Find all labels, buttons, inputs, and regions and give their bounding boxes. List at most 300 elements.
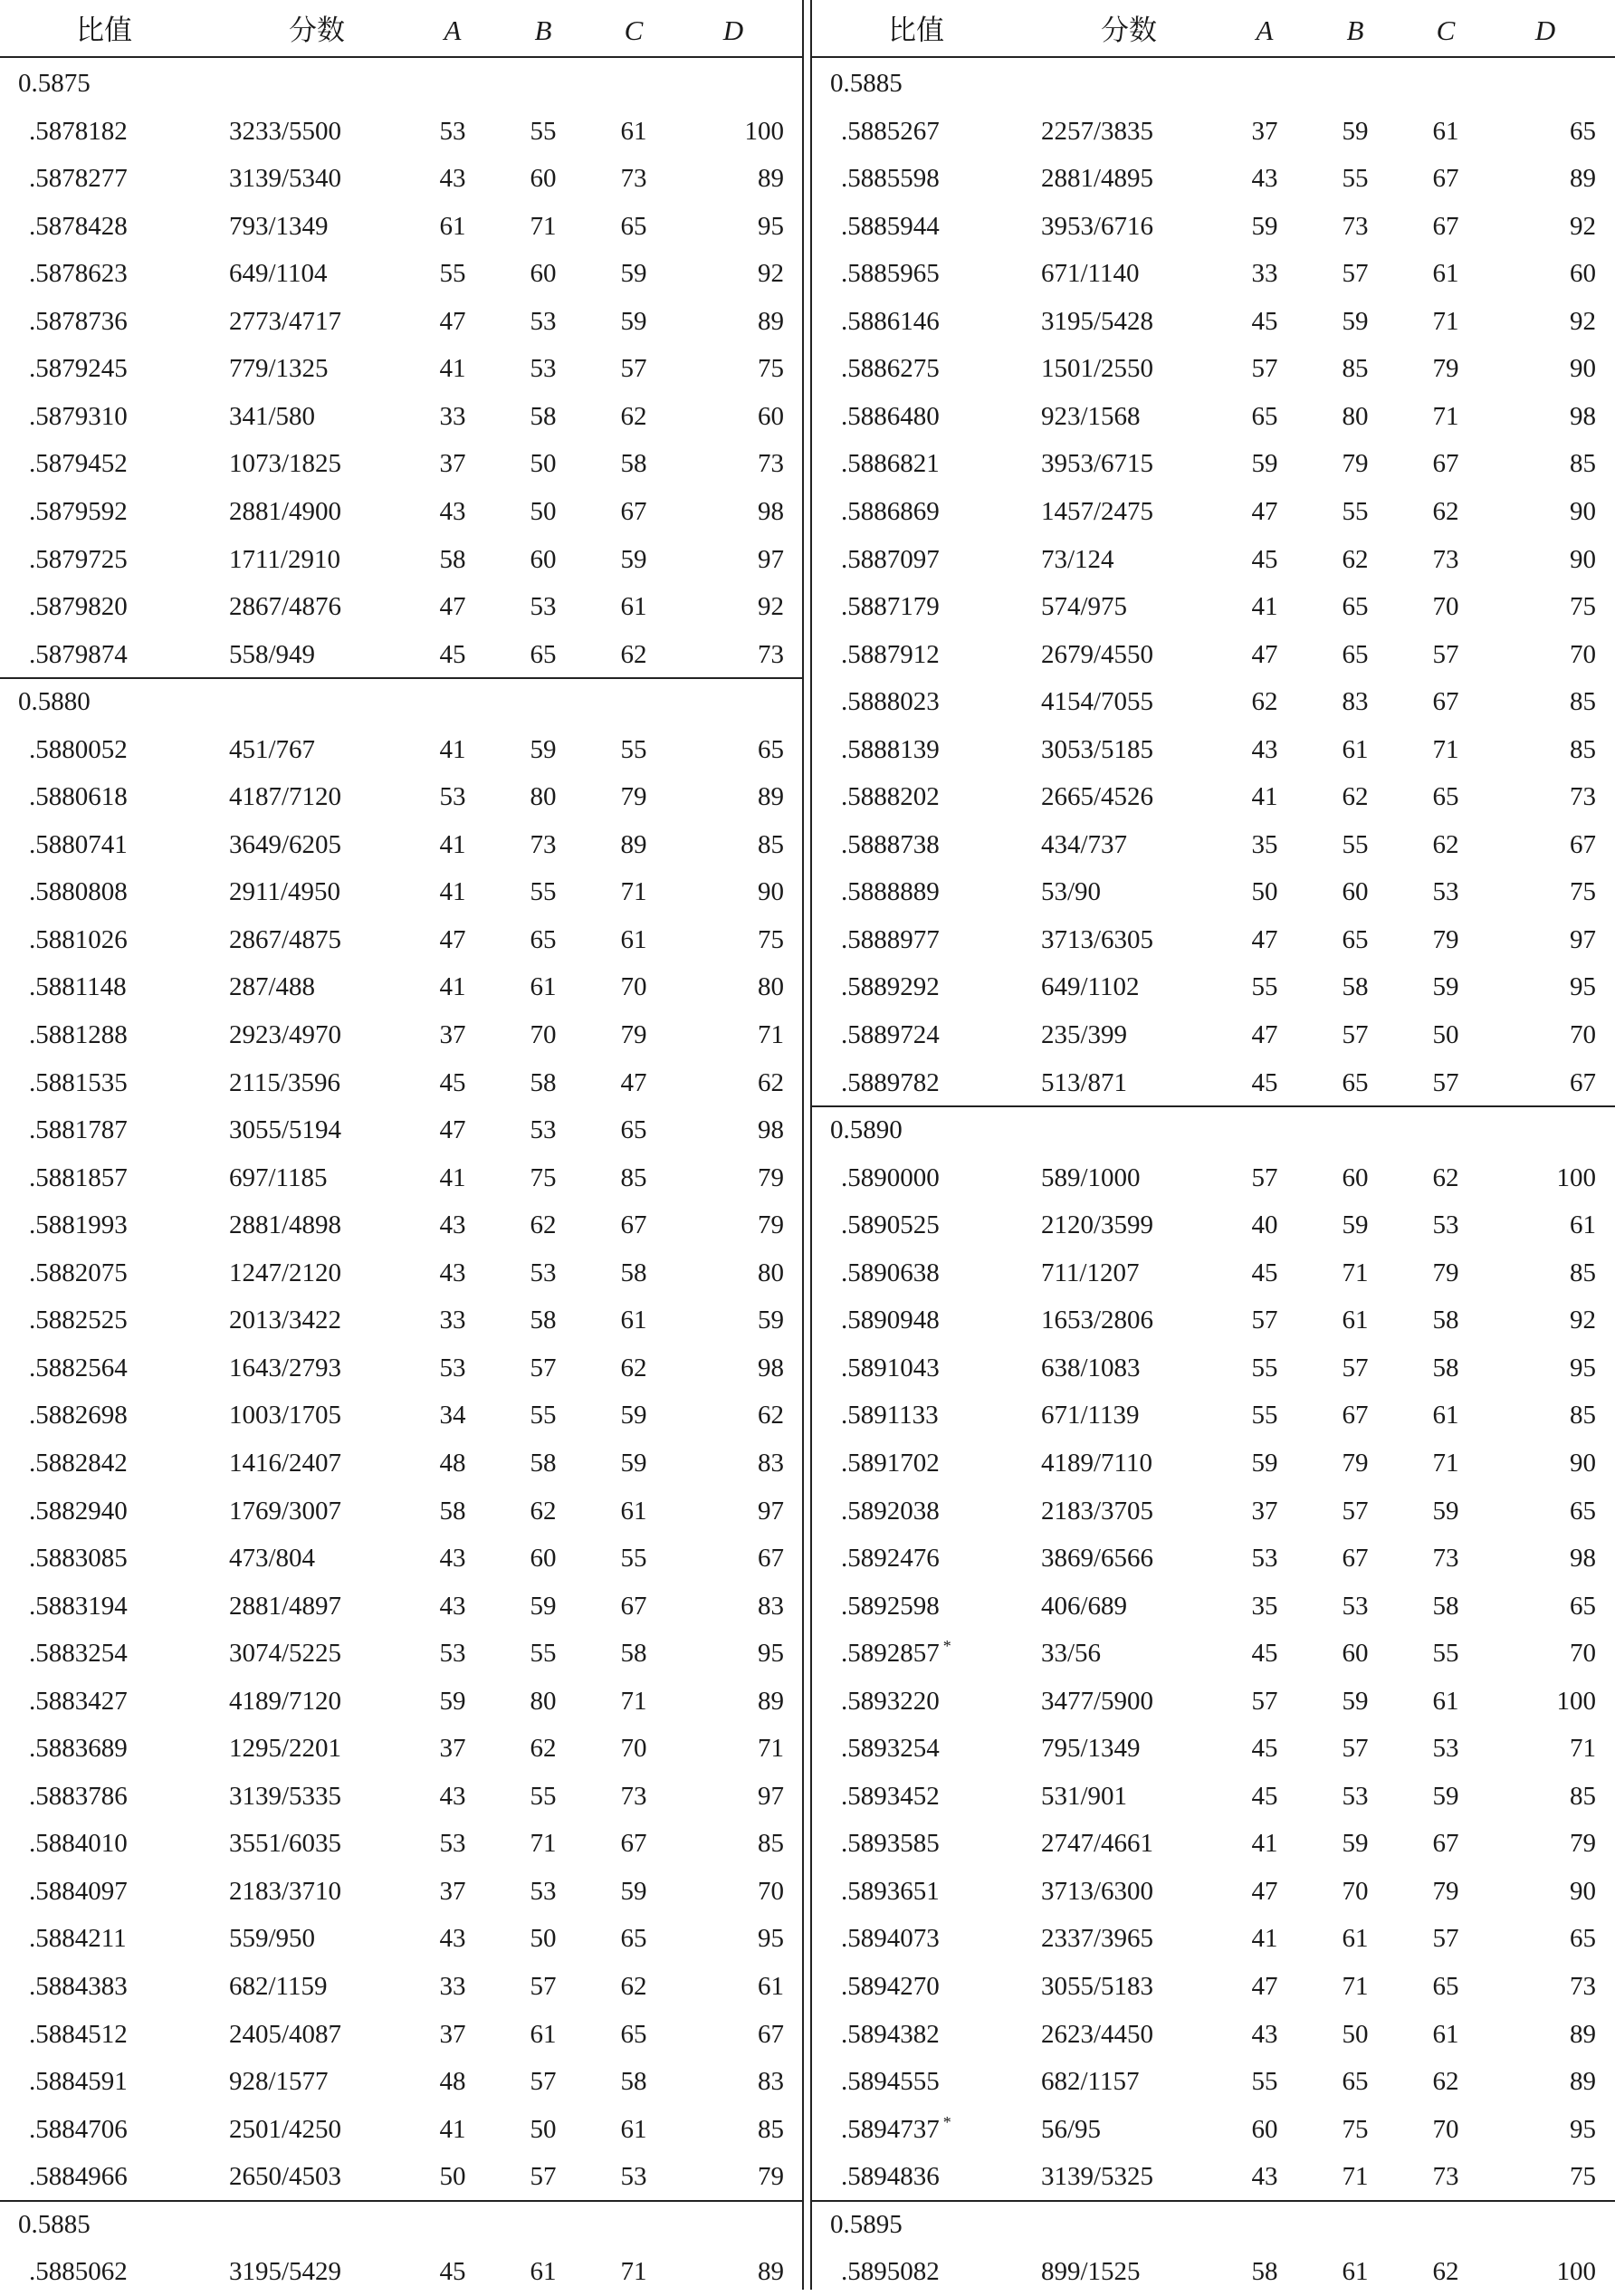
a-cell: 48 — [439, 2067, 466, 2097]
fraction-cell: 2115/3596 — [229, 1067, 340, 1097]
d-cell: 90 — [1570, 496, 1596, 526]
d-cell: 85 — [758, 829, 784, 859]
b-cell: 71 — [1342, 1258, 1369, 1287]
table-row — [812, 1725, 1615, 1773]
c-cell: 59 — [1432, 1781, 1459, 1811]
ratio-cell: .5878623 — [29, 259, 128, 289]
table-row — [0, 1392, 802, 1440]
table-row — [0, 155, 802, 203]
fraction-cell: 3649/6205 — [229, 829, 342, 859]
fraction-cell: 2337/3965 — [1041, 1924, 1154, 1954]
d-cell: 75 — [1570, 2162, 1596, 2192]
table-row — [0, 1678, 802, 1726]
fraction-cell: 4187/7120 — [229, 782, 342, 812]
b-cell: 57 — [1342, 1734, 1369, 1764]
a-cell: 45 — [1251, 1258, 1278, 1287]
b-cell: 59 — [1342, 306, 1369, 336]
d-cell: 75 — [1570, 877, 1596, 907]
table-row — [0, 1630, 802, 1678]
fraction-cell: 4154/7055 — [1041, 687, 1154, 717]
d-cell: 65 — [1570, 116, 1596, 146]
ratio-cell: .5881535 — [29, 1067, 128, 1097]
ratio-cell: .5882698 — [29, 1401, 128, 1430]
ratio-cell: .5887179 — [841, 592, 940, 622]
fraction-cell: 3551/6035 — [229, 1829, 342, 1859]
table-row — [812, 963, 1615, 1011]
a-cell: 33 — [439, 1972, 466, 2001]
a-cell: 43 — [1251, 2162, 1278, 2192]
fraction-cell: 2501/4250 — [229, 2114, 342, 2144]
ratio-cell: .5879820 — [29, 592, 128, 622]
fraction-cell: 671/1139 — [1041, 1401, 1140, 1430]
a-cell: 47 — [1251, 496, 1278, 526]
fraction-cell: 2679/4550 — [1041, 639, 1154, 669]
table-row — [812, 2153, 1615, 2201]
d-cell: 70 — [758, 1876, 784, 1906]
b-cell: 80 — [1342, 401, 1369, 431]
ratio-cell: .5889292 — [841, 972, 940, 1002]
b-cell: 65 — [530, 639, 557, 669]
a-cell: 47 — [1251, 639, 1278, 669]
ratio-cell: .5885965 — [841, 259, 940, 289]
b-cell: 55 — [530, 877, 557, 907]
fraction-cell: 3195/5429 — [229, 2257, 342, 2287]
a-cell: 53 — [439, 1353, 466, 1382]
a-cell: 41 — [439, 734, 466, 764]
a-cell: 41 — [1251, 1829, 1278, 1859]
group-label: 0.5880 — [18, 687, 91, 717]
table-row — [0, 1583, 802, 1631]
group-label: 0.5895 — [830, 2209, 903, 2239]
fraction-cell: 2881/4898 — [229, 1210, 342, 1240]
b-cell: 73 — [1342, 211, 1369, 241]
c-cell: 85 — [620, 1162, 647, 1192]
ratio-cell: .5881026 — [29, 924, 128, 954]
c-cell: 67 — [1432, 1829, 1459, 1859]
fraction-cell: 2183/3705 — [1041, 1496, 1154, 1526]
c-cell: 61 — [1432, 1686, 1459, 1716]
table-row — [0, 2153, 802, 2201]
a-cell: 41 — [439, 972, 466, 1002]
a-cell: 41 — [1251, 592, 1278, 622]
c-cell: 62 — [1432, 496, 1459, 526]
table-row — [0, 2011, 802, 2059]
c-cell: 62 — [620, 1353, 647, 1382]
table-row — [812, 345, 1615, 393]
b-cell: 60 — [1342, 1639, 1369, 1669]
fraction-cell: 1295/2201 — [229, 1734, 342, 1764]
b-cell: 58 — [1342, 972, 1369, 1002]
b-cell: 50 — [530, 496, 557, 526]
c-cell: 47 — [620, 1067, 647, 1097]
c-cell: 62 — [620, 1972, 647, 2001]
c-cell: 61 — [620, 592, 647, 622]
table-row — [0, 1725, 802, 1773]
group-label-row — [0, 2201, 802, 2249]
fraction-cell: 711/1207 — [1041, 1258, 1140, 1287]
c-cell: 53 — [1432, 1210, 1459, 1240]
fraction-cell: 56/95 — [1041, 2114, 1102, 2144]
ratio-cell: .5894382 — [841, 2019, 940, 2049]
a-cell: 59 — [1251, 449, 1278, 479]
ratio-cell: .5881288 — [29, 1020, 128, 1049]
table-row — [0, 583, 802, 631]
group-label-row — [0, 678, 802, 726]
a-cell: 57 — [1251, 1162, 1278, 1192]
ratio-cell: .5879874 — [29, 639, 128, 669]
table-row — [812, 440, 1615, 488]
table-row — [0, 250, 802, 298]
fraction-cell: 33/56 — [1041, 1639, 1102, 1669]
a-cell: 43 — [439, 1781, 466, 1811]
table-row — [812, 1868, 1615, 1916]
a-cell: 57 — [1251, 1686, 1278, 1716]
b-cell: 57 — [530, 1972, 557, 2001]
d-cell: 85 — [758, 2114, 784, 2144]
table-row — [812, 916, 1615, 964]
a-cell: 37 — [1251, 116, 1278, 146]
ratio-cell: .5884383 — [29, 1972, 128, 2001]
ratio-cell: .5881857 — [29, 1162, 128, 1192]
fraction-cell: 341/580 — [229, 401, 316, 431]
d-cell: 100 — [1556, 2257, 1596, 2287]
b-cell: 53 — [1342, 1591, 1369, 1621]
c-cell: 71 — [1432, 1448, 1459, 1478]
b-cell: 53 — [530, 592, 557, 622]
a-cell: 58 — [1251, 2257, 1278, 2287]
d-cell: 61 — [1570, 1210, 1596, 1240]
d-cell: 65 — [1570, 1591, 1596, 1621]
c-cell: 65 — [620, 1115, 647, 1145]
b-cell: 50 — [530, 2114, 557, 2144]
c-cell: 67 — [620, 1210, 647, 1240]
d-cell: 92 — [1570, 211, 1596, 241]
b-cell: 57 — [530, 1353, 557, 1382]
a-cell: 57 — [1251, 354, 1278, 384]
table-row — [812, 1488, 1615, 1535]
d-cell: 89 — [758, 782, 784, 812]
a-cell: 59 — [1251, 211, 1278, 241]
d-cell: 97 — [758, 1496, 784, 1526]
header-fraction: 分数 — [1101, 14, 1157, 46]
d-cell: 73 — [1570, 1972, 1596, 2001]
ratio-cell: .5881787 — [29, 1115, 128, 1145]
ratio-cell: .5894270 — [841, 1972, 940, 2001]
table-row — [812, 773, 1615, 821]
b-cell: 59 — [1342, 1829, 1369, 1859]
a-cell: 58 — [439, 1496, 466, 1526]
d-cell: 89 — [1570, 2067, 1596, 2097]
fraction-cell: 1073/1825 — [229, 449, 342, 479]
c-cell: 79 — [1432, 354, 1459, 384]
fraction-cell: 2881/4897 — [229, 1591, 342, 1621]
c-cell: 50 — [1432, 1020, 1459, 1049]
table-row — [812, 726, 1615, 774]
table-row — [812, 1011, 1615, 1059]
d-cell: 89 — [758, 1686, 784, 1716]
fraction-cell: 574/975 — [1041, 592, 1128, 622]
ratio-cell: .5890000 — [841, 1162, 940, 1192]
c-cell: 59 — [620, 1876, 647, 1906]
c-cell: 67 — [1432, 449, 1459, 479]
group-label-row — [0, 60, 802, 108]
fraction-cell: 3477/5900 — [1041, 1686, 1154, 1716]
table-row — [812, 298, 1615, 346]
ratio-cell: .5887097 — [841, 544, 940, 574]
fraction-cell: 2013/3422 — [229, 1306, 342, 1335]
c-cell: 62 — [1432, 829, 1459, 859]
ratio-cell: .5892857 * — [841, 1637, 951, 1669]
d-cell: 75 — [758, 924, 784, 954]
a-cell: 47 — [1251, 1876, 1278, 1906]
a-cell: 45 — [1251, 1639, 1278, 1669]
d-cell: 85 — [1570, 449, 1596, 479]
a-cell: 55 — [439, 259, 466, 289]
d-cell: 92 — [758, 592, 784, 622]
d-cell: 90 — [1570, 1876, 1596, 1906]
d-cell: 62 — [758, 1067, 784, 1097]
a-cell: 47 — [1251, 924, 1278, 954]
a-cell: 37 — [439, 2019, 466, 2049]
a-cell: 47 — [439, 924, 466, 954]
b-cell: 79 — [1342, 1448, 1369, 1478]
asterisk-mark: * — [942, 1637, 951, 1656]
ratio-cell: .5880741 — [29, 829, 128, 859]
table-row — [812, 1154, 1615, 1202]
table-row — [0, 1011, 802, 1059]
fraction-cell: 3953/6716 — [1041, 211, 1154, 241]
a-cell: 41 — [1251, 782, 1278, 812]
d-cell: 70 — [1570, 1639, 1596, 1669]
a-cell: 47 — [1251, 1972, 1278, 2001]
ratio-cell: .5893452 — [841, 1781, 940, 1811]
a-cell: 59 — [439, 1686, 466, 1716]
table-row — [812, 821, 1615, 869]
fraction-cell: 2881/4900 — [229, 496, 342, 526]
c-cell: 67 — [1432, 687, 1459, 717]
a-cell: 43 — [439, 1924, 466, 1954]
d-cell: 62 — [758, 1401, 784, 1430]
b-cell: 57 — [1342, 259, 1369, 289]
c-cell: 67 — [620, 1591, 647, 1621]
fraction-cell: 559/950 — [229, 1924, 316, 1954]
a-cell: 53 — [439, 116, 466, 146]
a-cell: 50 — [439, 2162, 466, 2192]
d-cell: 95 — [758, 1924, 784, 1954]
fraction-cell: 3869/6566 — [1041, 1544, 1154, 1574]
table-row — [0, 2058, 802, 2106]
table-row — [0, 1868, 802, 1916]
c-cell: 53 — [1432, 1734, 1459, 1764]
c-cell: 61 — [620, 2114, 647, 2144]
ratio-cell: .5893651 — [841, 1876, 940, 1906]
ratio-cell: .5885267 — [841, 116, 940, 146]
fraction-cell: 1457/2475 — [1041, 496, 1154, 526]
c-cell: 67 — [620, 496, 647, 526]
header-a: A — [444, 14, 462, 46]
fraction-cell: 3713/6300 — [1041, 1876, 1154, 1906]
a-cell: 43 — [439, 1544, 466, 1574]
c-cell: 58 — [620, 449, 647, 479]
ratio-cell: .5882842 — [29, 1448, 128, 1478]
c-cell: 70 — [620, 1734, 647, 1764]
a-cell: 43 — [1251, 2019, 1278, 2049]
a-cell: 47 — [439, 592, 466, 622]
d-cell: 95 — [758, 1639, 784, 1669]
a-cell: 37 — [439, 449, 466, 479]
fraction-cell: 235/399 — [1041, 1020, 1128, 1049]
ratio-cell: .5882940 — [29, 1496, 128, 1526]
fraction-cell: 1653/2806 — [1041, 1306, 1154, 1335]
d-cell: 83 — [758, 1448, 784, 1478]
table-row — [0, 1820, 802, 1868]
b-cell: 61 — [1342, 1924, 1369, 1954]
c-cell: 79 — [1432, 1876, 1459, 1906]
c-cell: 59 — [620, 1448, 647, 1478]
b-cell: 59 — [1342, 1686, 1369, 1716]
table-row — [0, 203, 802, 251]
group-label-row — [812, 1106, 1615, 1154]
fraction-cell: 3139/5335 — [229, 1781, 342, 1811]
fraction-cell: 3195/5428 — [1041, 306, 1154, 336]
d-cell: 61 — [758, 1972, 784, 2001]
b-cell: 83 — [1342, 687, 1369, 717]
c-cell: 61 — [620, 924, 647, 954]
fraction-cell: 3139/5325 — [1041, 2162, 1154, 2192]
c-cell: 58 — [620, 1258, 647, 1287]
a-cell: 53 — [439, 782, 466, 812]
ratio-cell: .5888977 — [841, 924, 940, 954]
table-row — [812, 1059, 1615, 1107]
ratio-cell: .5888023 — [841, 687, 940, 717]
fraction-cell: 3233/5500 — [229, 116, 342, 146]
table-row — [812, 488, 1615, 536]
fraction-cell: 899/1525 — [1041, 2257, 1141, 2287]
d-cell: 71 — [1570, 1734, 1596, 1764]
a-cell: 65 — [1251, 401, 1278, 431]
b-cell: 53 — [1342, 1781, 1369, 1811]
c-cell: 62 — [1432, 1162, 1459, 1192]
ratio-cell: .5885944 — [841, 211, 940, 241]
d-cell: 85 — [1570, 734, 1596, 764]
table-row — [0, 1915, 802, 1963]
a-cell: 41 — [439, 829, 466, 859]
fraction-cell: 671/1140 — [1041, 259, 1140, 289]
c-cell: 62 — [620, 401, 647, 431]
fraction-cell: 3053/5185 — [1041, 734, 1154, 764]
c-cell: 79 — [620, 782, 647, 812]
ratio-cell: .5890638 — [841, 1258, 940, 1287]
fraction-cell: 1643/2793 — [229, 1353, 342, 1382]
ratio-cell: .5883786 — [29, 1781, 128, 1811]
c-cell: 57 — [1432, 1924, 1459, 1954]
b-cell: 57 — [1342, 1020, 1369, 1049]
table-row — [0, 298, 802, 346]
fraction-cell: 3074/5225 — [229, 1639, 342, 1669]
fraction-cell: 2881/4895 — [1041, 164, 1154, 194]
table-row — [812, 1915, 1615, 1963]
group-label-row — [812, 2201, 1615, 2249]
b-cell: 61 — [1342, 2257, 1369, 2287]
fraction-cell: 3139/5340 — [229, 164, 342, 194]
b-cell: 55 — [1342, 496, 1369, 526]
d-cell: 98 — [758, 1115, 784, 1145]
b-cell: 80 — [530, 1686, 557, 1716]
a-cell: 33 — [1251, 259, 1278, 289]
a-cell: 37 — [439, 1020, 466, 1049]
d-cell: 65 — [1570, 1496, 1596, 1526]
table-row — [812, 1773, 1615, 1821]
ratio-cell: .5892038 — [841, 1496, 940, 1526]
ratio-cell: .5893220 — [841, 1686, 940, 1716]
d-cell: 83 — [758, 2067, 784, 2097]
c-cell: 65 — [620, 1924, 647, 1954]
table-row — [812, 108, 1615, 156]
c-cell: 59 — [1432, 972, 1459, 1002]
c-cell: 65 — [1432, 782, 1459, 812]
ratio-cell: .5893585 — [841, 1829, 940, 1859]
b-cell: 58 — [530, 1067, 557, 1097]
fraction-cell: 287/488 — [229, 972, 316, 1002]
c-cell: 59 — [620, 1401, 647, 1430]
fraction-cell: 2257/3835 — [1041, 116, 1154, 146]
d-cell: 90 — [1570, 544, 1596, 574]
d-cell: 73 — [1570, 782, 1596, 812]
d-cell: 73 — [758, 639, 784, 669]
table-row — [812, 1344, 1615, 1392]
fraction-cell: 1416/2407 — [229, 1448, 342, 1478]
a-cell: 55 — [1251, 2067, 1278, 2097]
d-cell: 85 — [1570, 687, 1596, 717]
d-cell: 80 — [758, 972, 784, 1002]
b-cell: 57 — [1342, 1496, 1369, 1526]
d-cell: 100 — [1556, 1162, 1596, 1192]
a-cell: 53 — [1251, 1544, 1278, 1574]
ratio-cell: .5888889 — [841, 877, 940, 907]
b-cell: 60 — [530, 164, 557, 194]
table-row — [812, 1249, 1615, 1297]
c-cell: 61 — [1432, 2019, 1459, 2049]
b-cell: 75 — [1342, 2114, 1369, 2144]
b-cell: 57 — [530, 2067, 557, 2097]
a-cell: 43 — [1251, 734, 1278, 764]
c-cell: 79 — [1432, 924, 1459, 954]
d-cell: 85 — [1570, 1258, 1596, 1287]
ratio-cell: .5893254 — [841, 1734, 940, 1764]
table-row — [812, 2106, 1615, 2154]
d-cell: 95 — [1570, 2114, 1596, 2144]
ratio-cell: .5891043 — [841, 1353, 940, 1382]
c-cell: 79 — [620, 1020, 647, 1049]
fraction-cell: 795/1349 — [1041, 1734, 1141, 1764]
d-cell: 70 — [1570, 639, 1596, 669]
table-row — [0, 631, 802, 679]
c-cell: 73 — [1432, 1544, 1459, 1574]
ratio-cell: .5891702 — [841, 1448, 940, 1478]
table-row — [0, 1201, 802, 1249]
b-cell: 65 — [1342, 1067, 1369, 1097]
header-d: D — [1534, 14, 1556, 46]
group-label: 0.5885 — [830, 69, 903, 98]
fraction-cell: 2747/4661 — [1041, 1829, 1154, 1859]
a-cell: 41 — [439, 2114, 466, 2144]
ratio-cell: .5880052 — [29, 734, 128, 764]
table-row — [812, 203, 1615, 251]
table-row — [0, 773, 802, 821]
fraction-cell: 923/1568 — [1041, 401, 1141, 431]
c-cell: 67 — [620, 1829, 647, 1859]
fraction-cell: 406/689 — [1041, 1591, 1128, 1621]
